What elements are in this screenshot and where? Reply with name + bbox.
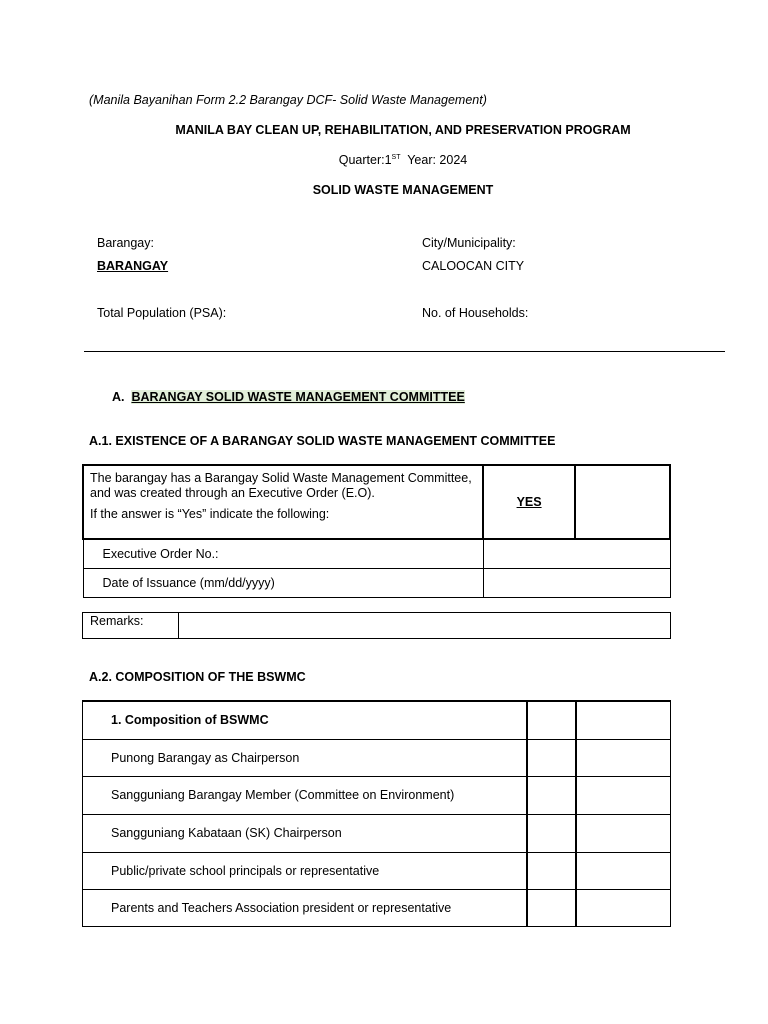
check-cell[interactable] xyxy=(527,889,576,926)
quarter-superscript: ST xyxy=(391,153,401,161)
form-reference: (Manila Bayanihan Form 2.2 Barangay DCF- Solid Waste Management) xyxy=(89,93,487,107)
program-title: MANILA BAY CLEAN UP, REHABILITATION, AND PRESERVATION PROGRAM xyxy=(175,123,631,137)
remarks-cell[interactable] xyxy=(576,814,671,852)
composition-row: Public/private school principals or representative xyxy=(83,852,527,889)
city-value: CALOOCAN CITY xyxy=(422,259,525,273)
remarks-cell[interactable] xyxy=(576,852,671,889)
composition-row: Sangguniang Kabataan (SK) Chairperson xyxy=(83,814,527,852)
section-a-title: BARANGAY SOLID WASTE MANAGEMENT COMMITTEE xyxy=(131,390,465,404)
date-label: Date of Issuance (mm/dd/yyyy) xyxy=(83,568,483,597)
check-cell[interactable] xyxy=(527,852,576,889)
remarks-cell[interactable] xyxy=(576,701,671,739)
composition-table xyxy=(82,700,671,927)
date-value-cell[interactable] xyxy=(483,568,670,597)
a1-heading: A.1. EXISTENCE OF A BARANGAY SOLID WASTE MANAGEMENT COMMITTEE xyxy=(89,434,556,448)
city-label: City/Municipality: xyxy=(422,236,516,250)
instruction-text: If the answer is “Yes” indicate the following: xyxy=(90,507,330,521)
remarks-cell[interactable] xyxy=(576,776,671,814)
quarter-label: Quarter:1 xyxy=(338,153,392,167)
answer-blank-cell[interactable] xyxy=(575,465,670,539)
section-a-letter: A. xyxy=(112,390,125,404)
composition-row: Sangguniang Barangay Member (Committee on Environment) xyxy=(83,776,527,814)
check-cell[interactable] xyxy=(527,701,576,739)
year-label: Year: 2024 xyxy=(407,153,468,167)
divider-line xyxy=(84,351,725,352)
population-label: Total Population (PSA): xyxy=(97,306,227,320)
eo-value-cell[interactable] xyxy=(483,539,670,568)
barangay-value: BARANGAY xyxy=(97,259,169,273)
question-cell xyxy=(83,465,483,539)
remarks-table xyxy=(82,612,671,639)
barangay-label: Barangay: xyxy=(97,236,154,250)
composition-header: 1. Composition of BSWMC xyxy=(83,701,527,739)
remarks-cell[interactable] xyxy=(576,739,671,776)
answer-yes: YES xyxy=(483,465,574,539)
composition-row: Parents and Teachers Association president or representative xyxy=(83,889,527,926)
quarter-year xyxy=(0,153,768,167)
composition-row: Punong Barangay as Chairperson xyxy=(83,739,527,776)
remarks-cell[interactable] xyxy=(576,889,671,926)
section-a-heading xyxy=(112,390,465,404)
eo-label: Executive Order No.: xyxy=(83,539,483,568)
check-cell[interactable] xyxy=(527,739,576,776)
remarks-label: Remarks: xyxy=(83,613,179,639)
section-title: SOLID WASTE MANAGEMENT xyxy=(312,183,494,197)
check-cell[interactable] xyxy=(527,776,576,814)
households-label: No. of Households: xyxy=(422,306,529,320)
check-cell[interactable] xyxy=(527,814,576,852)
question-text: The barangay has a Barangay Solid Waste Management Committee, and was created through an Executive Order (E.O). xyxy=(90,471,472,500)
bswmc-existence-table xyxy=(82,464,671,598)
remarks-field[interactable] xyxy=(179,613,671,639)
a2-heading: A.2. COMPOSITION OF THE BSWMC xyxy=(89,670,306,684)
